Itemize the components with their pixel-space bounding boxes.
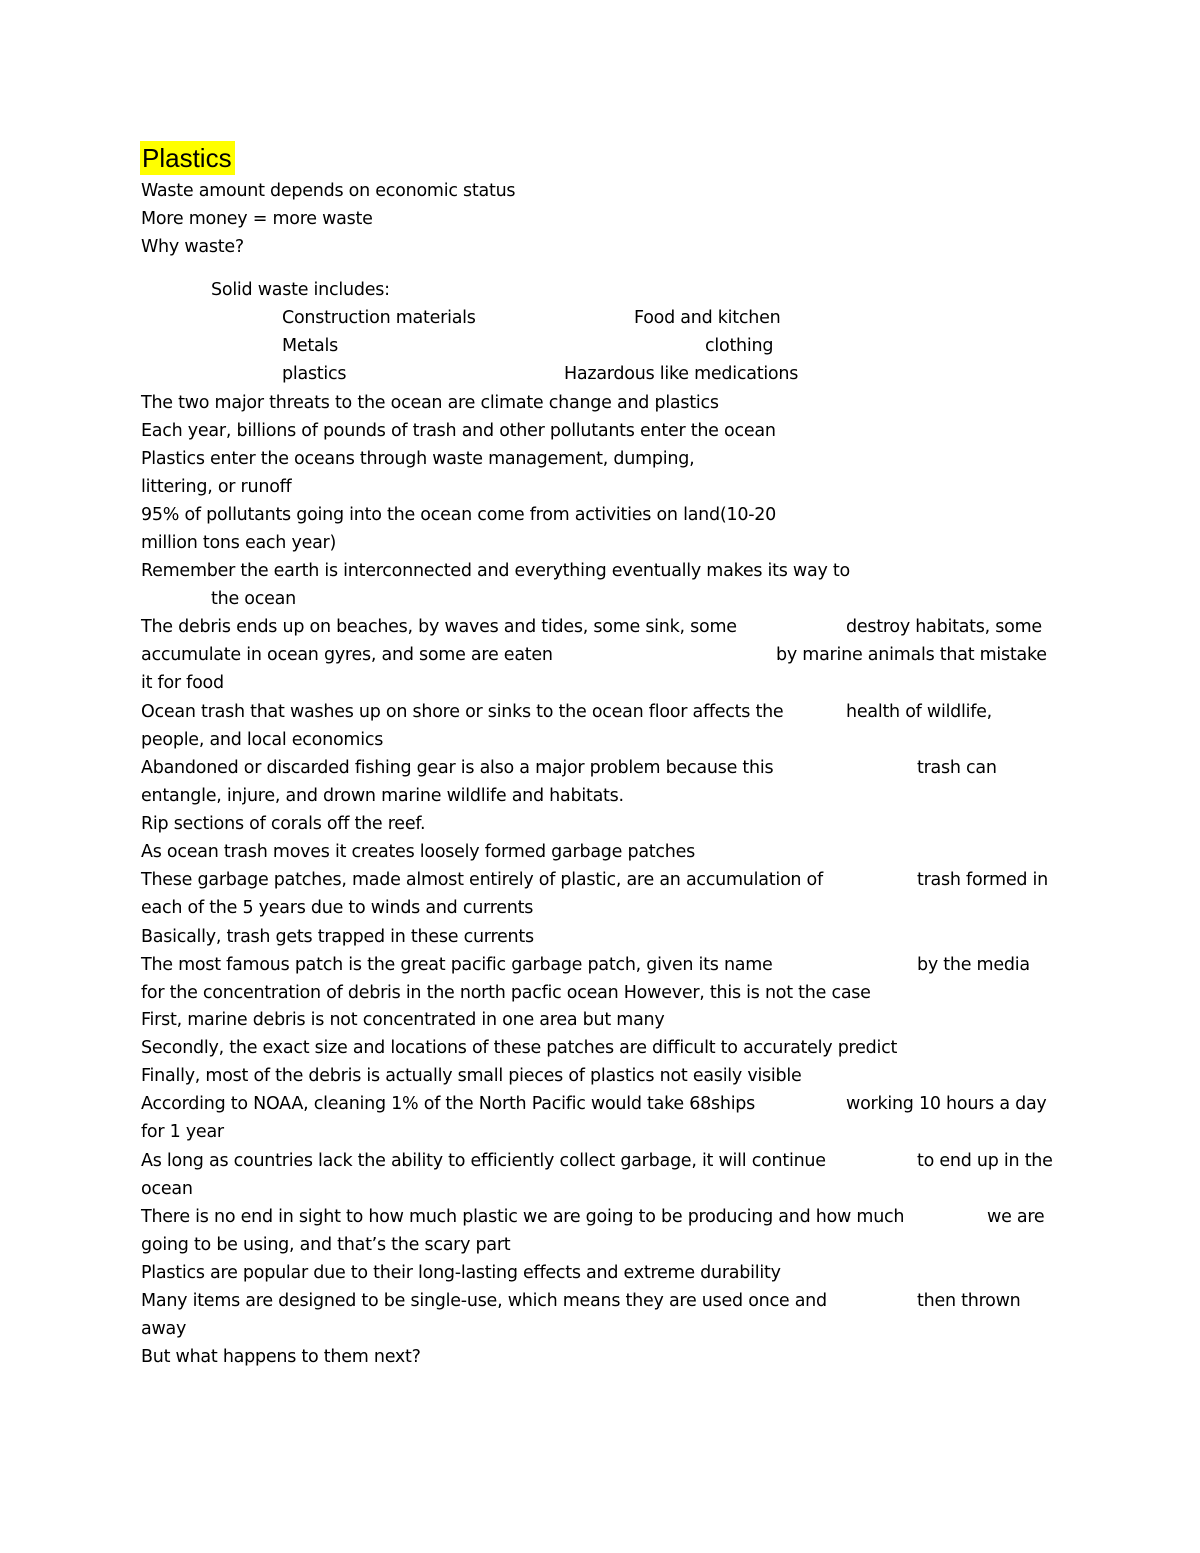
text-line: Why waste? xyxy=(141,237,244,257)
text-line: According to NOAA, cleaning 1% of the North Pacific would take 68ships xyxy=(141,1094,756,1114)
text-line: each of the 5 years due to winds and currents xyxy=(141,898,534,918)
solid-waste-item: Food and kitchen xyxy=(634,308,781,328)
text-line: 95% of pollutants going into the ocean come from activities on land(10-20 xyxy=(141,505,777,525)
text-line: There is no end in sight to how much plastic we are going to be producing and how much xyxy=(141,1207,905,1227)
text-line: First, marine debris is not concentrated in one area but many xyxy=(141,1010,665,1030)
solid-waste-item: Hazardous like medications xyxy=(564,364,799,384)
text-line: As ocean trash moves it creates loosely formed garbage patches xyxy=(141,842,696,862)
text-line: But what happens to them next? xyxy=(141,1347,421,1367)
text-line: These garbage patches, made almost entirely of plastic, are an accumulation of xyxy=(141,870,823,890)
text-line: The debris ends up on beaches, by waves and tides, some sink, some xyxy=(141,617,737,637)
text-line: by the media xyxy=(917,955,1030,975)
text-line: The two major threats to the ocean are climate change and plastics xyxy=(141,393,719,413)
text-line: working 10 hours a day xyxy=(846,1094,1047,1114)
text-line: entangle, injure, and drown marine wildlife and habitats. xyxy=(141,786,624,806)
text-line: it for food xyxy=(141,673,224,693)
solid-waste-heading: Solid waste includes: xyxy=(211,280,390,300)
text-line: away xyxy=(141,1319,187,1339)
solid-waste-item: Metals xyxy=(282,336,338,356)
text-line: going to be using, and that’s the scary part xyxy=(141,1235,511,1255)
text-line: Rip sections of corals off the reef. xyxy=(141,814,426,834)
text-line: ocean xyxy=(141,1179,193,1199)
text-line: trash formed in xyxy=(917,870,1048,890)
text-line: for 1 year xyxy=(141,1122,224,1142)
text-line: Finally, most of the debris is actually small pieces of plastics not easily visible xyxy=(141,1066,802,1086)
text-line: littering, or runoff xyxy=(141,477,292,497)
text-line: by marine animals that mistake xyxy=(776,645,1047,665)
text-line: health of wildlife, xyxy=(846,702,992,722)
text-line: accumulate in ocean gyres, and some are eaten xyxy=(141,645,553,665)
text-line: we are xyxy=(987,1207,1045,1227)
text-line: Ocean trash that washes up on shore or sinks to the ocean floor affects the xyxy=(141,702,784,722)
text-line: Basically, trash gets trapped in these currents xyxy=(141,927,534,947)
text-line: the ocean xyxy=(211,589,296,609)
solid-waste-item: Construction materials xyxy=(282,308,476,328)
text-line: to end up in the xyxy=(917,1151,1053,1171)
text-line: The most famous patch is the great pacific garbage patch, given its name xyxy=(141,955,773,975)
text-line: Remember the earth is interconnected and everything eventually makes its way to xyxy=(141,561,850,581)
text-line: Plastics enter the oceans through waste management, dumping, xyxy=(141,449,695,469)
text-line: people, and local economics xyxy=(141,730,384,750)
text-line: then thrown xyxy=(917,1291,1021,1311)
text-line: Many items are designed to be single-use, which means they are used once and xyxy=(141,1291,827,1311)
text-line: More money = more waste xyxy=(141,209,373,229)
text-line: for the concentration of debris in the north pacfic ocean However, this is not the case xyxy=(141,983,871,1003)
text-line: Secondly, the exact size and locations of these patches are difficult to accurately predict xyxy=(141,1038,898,1058)
solid-waste-item: clothing xyxy=(705,336,774,356)
text-line: destroy habitats, some xyxy=(846,617,1042,637)
page-title: Plastics xyxy=(140,141,235,175)
solid-waste-item: plastics xyxy=(282,364,347,384)
text-line: million tons each year) xyxy=(141,533,337,553)
text-line: As long as countries lack the ability to efficiently collect garbage, it will continue xyxy=(141,1151,826,1171)
text-line: trash can xyxy=(917,758,997,778)
text-line: Abandoned or discarded fishing gear is also a major problem because this xyxy=(141,758,774,778)
text-line: Waste amount depends on economic status xyxy=(141,181,516,201)
text-line: Plastics are popular due to their long-lasting effects and extreme durability xyxy=(141,1263,781,1283)
text-line: Each year, billions of pounds of trash and other pollutants enter the ocean xyxy=(141,421,776,441)
